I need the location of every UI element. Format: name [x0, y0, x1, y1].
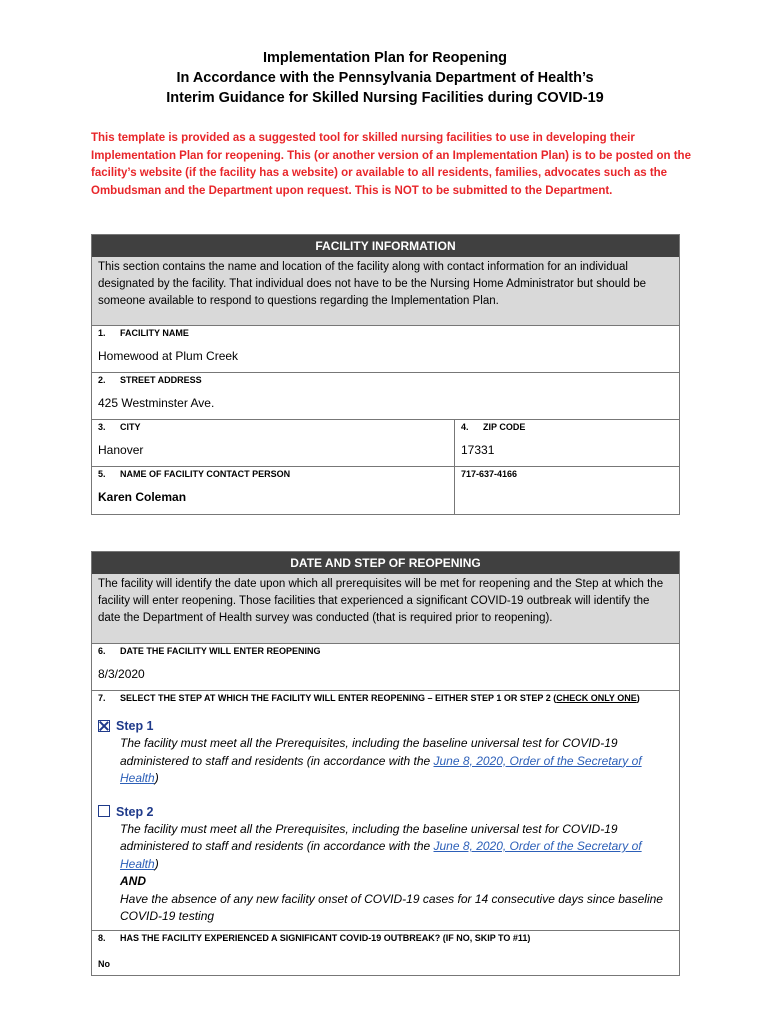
- step-2-description: The facility must meet all the Prerequisites, including the baseline universal test for COVID-19 administered to staff and residents (in accordance with the June 8, 2020, Order of the Secretary of Health) AND Have the absence of any new facility onset of COVID-19 cases for 14 consecutive days since baseline COVID-19 testing: [120, 821, 663, 923]
- reopening-section: [91, 551, 680, 976]
- contact-row: [92, 467, 679, 514]
- step-2-checkbox[interactable]: [98, 805, 110, 817]
- reopening-step-row: [92, 691, 679, 931]
- facility-name-row: [92, 326, 679, 373]
- step-1-description: The facility must meet all the Prerequisites, including the baseline universal test for COVID-19 administered to staff and residents (in accordance with the June 8, 2020, Order of the Secretary of Health): [120, 736, 642, 785]
- step-2-header[interactable]: Step 2: [98, 804, 679, 821]
- contact-name-field[interactable]: Karen Coleman: [98, 490, 187, 504]
- facility-name-field[interactable]: Homewood at Plum Creek: [98, 349, 239, 363]
- zip-label: 4. ZIP CODE: [461, 422, 526, 432]
- city-cell: [92, 420, 455, 466]
- intro-notice: This template is provided as a suggested tool for skilled nursing facilities to use in developing their Implementation Plan for reopening. This (or another version of an Implementation Plan) is to be posted on the facility’s website (if the facility has a website) or available to all residents, families, advocates such as the Ombudsman and the Department upon request. This is NOT to be submitted to the Department.: [91, 132, 691, 197]
- reopening-date-label: 6. DATE THE FACILITY WILL ENTER REOPENING: [98, 646, 321, 656]
- facility-section-description: This section contains the name and location of the facility along with contact information for an individual designated by the facility. That individual does not have to be the Nursing Home Administrator but should be someone available to respond to questions regarding the Implementation Plan.: [92, 257, 679, 326]
- title-line-2: In Accordance with the Pennsylvania Department of Health’s: [176, 70, 594, 86]
- title-line-1: Implementation Plan for Reopening: [262, 50, 508, 66]
- reopening-step-label: 7. SELECT THE STEP AT WHICH THE FACILITY WILL ENTER REOPENING – EITHER STEP 1 OR STEP 2 (CHECK ONLY ONE): [98, 693, 640, 703]
- step-2-order-link[interactable]: June 8, 2020, Order of the Secretary of Health: [120, 839, 642, 871]
- facility-information-section: [91, 234, 680, 515]
- step-1-header[interactable]: Step 1: [98, 718, 679, 735]
- street-address-field[interactable]: 425 Westminster Ave.: [98, 396, 215, 410]
- facility-section-header: FACILITY INFORMATION: [92, 235, 679, 257]
- outbreak-label: 8. HAS THE FACILITY EXPERIENCED A SIGNIFICANT COVID-19 OUTBREAK? (IF NO, SKIP TO #11): [98, 933, 531, 943]
- title-line-3: Interim Guidance for Skilled Nursing Facilities during COVID-19: [166, 90, 604, 106]
- city-field[interactable]: Hanover: [98, 443, 144, 457]
- reopening-section-description: The facility will identify the date upon which all prerequisites will be met for reopening and the Step at which the facility will enter reopening. Those facilities that experienced a significant COVID-19 outbreak will identify the date the Department of Health survey was conducted (that is required prior to reopening).: [92, 574, 679, 644]
- document-title: [0, 48, 770, 108]
- step-2-extra-requirement: Have the absence of any new facility onset of COVID-19 cases for 14 consecutive days since baseline COVID-19 testing: [120, 891, 663, 923]
- phone-field[interactable]: 717-637-4166: [461, 469, 518, 479]
- reopening-date-row: [92, 644, 679, 691]
- step-2-option[interactable]: [92, 804, 679, 926]
- step-1-checkbox[interactable]: [98, 720, 110, 732]
- city-zip-row: [92, 420, 679, 467]
- step-2-and: AND: [120, 874, 146, 888]
- contact-cell: [92, 467, 455, 514]
- zip-cell: [455, 420, 679, 466]
- outbreak-row: [92, 931, 679, 975]
- street-address-label: 2. STREET ADDRESS: [98, 375, 202, 385]
- reopening-section-header: DATE AND STEP OF REOPENING: [92, 552, 679, 574]
- step-1-option[interactable]: [92, 718, 679, 788]
- reopening-date-field[interactable]: 8/3/2020: [98, 667, 145, 681]
- facility-name-label: 1. FACILITY NAME: [98, 328, 189, 338]
- street-address-row: [92, 373, 679, 420]
- zip-field[interactable]: 17331: [461, 443, 495, 457]
- step-1-order-link[interactable]: June 8, 2020, Order of the Secretary of Health: [120, 753, 642, 785]
- outbreak-field[interactable]: No: [98, 959, 110, 969]
- phone-cell: [455, 467, 679, 514]
- city-label: 3. CITY: [98, 422, 141, 432]
- contact-label: 5. NAME OF FACILITY CONTACT PERSON: [98, 469, 291, 479]
